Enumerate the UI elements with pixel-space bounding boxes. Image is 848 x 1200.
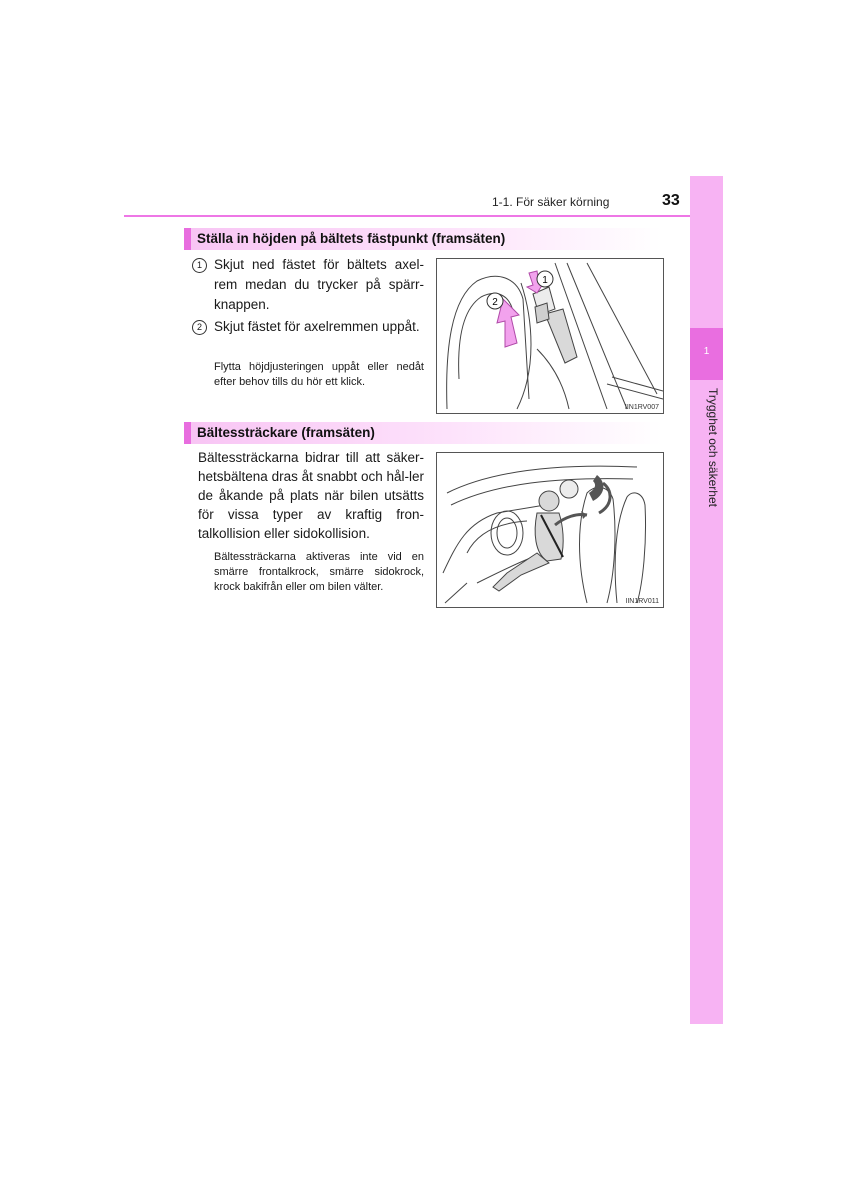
step-text: Skjut fästet för axelremmen uppåt. — [214, 319, 420, 334]
note-text: Bältessträckarna aktiveras inte vid en smärre frontalkrock, smärre sidokrock, krock bakifrån eller om bilen välter. — [214, 551, 424, 593]
section-heading-pretensioners — [184, 422, 662, 444]
chapter-number-badge: 1 — [690, 328, 723, 380]
step-text: Skjut ned fästet för bältets axel-rem medan du trycker på spärr-knappen. — [214, 257, 424, 312]
heading-accent-bar — [184, 228, 191, 250]
running-header: 1-1. För säker körning — [492, 195, 610, 209]
figure-code: IIN1RV011 — [625, 598, 659, 605]
chapter-title-vertical: Trygghet och säkerhet — [706, 388, 720, 507]
figure-pretensioner — [436, 452, 664, 608]
pretensioner-illustration — [437, 453, 663, 607]
callout-2: 2 — [492, 297, 498, 308]
chapter-side-tab — [690, 176, 723, 1024]
section-title: Ställa in höjden på bältets fästpunkt (framsäten) — [197, 231, 506, 246]
heading-accent-bar — [184, 422, 191, 444]
body-text: Bältessträckarna bidrar till att säker-hetsbältena dras åt snabbt och hål-ler de åkande på plats när bilen utsätts för vissa typer av kraftig fron-talkollision eller sidokollision. — [198, 450, 424, 541]
header-rule — [124, 215, 690, 217]
figure-belt-anchor — [436, 258, 664, 414]
belt-anchor-illustration — [437, 259, 663, 413]
section-title: Bältessträckare (framsäten) — [197, 425, 375, 440]
step-number-circle: 2 — [192, 320, 207, 335]
step-number-circle: 1 — [192, 258, 207, 273]
figure-code: IIN1RV007 — [624, 404, 659, 411]
callout-1: 1 — [542, 275, 548, 286]
section-heading-belt-height — [184, 228, 662, 250]
note-text: Flytta höjdjusteringen uppåt eller nedåt efter behov tills du hör ett klick. — [214, 361, 424, 388]
page-number: 33 — [662, 192, 680, 209]
